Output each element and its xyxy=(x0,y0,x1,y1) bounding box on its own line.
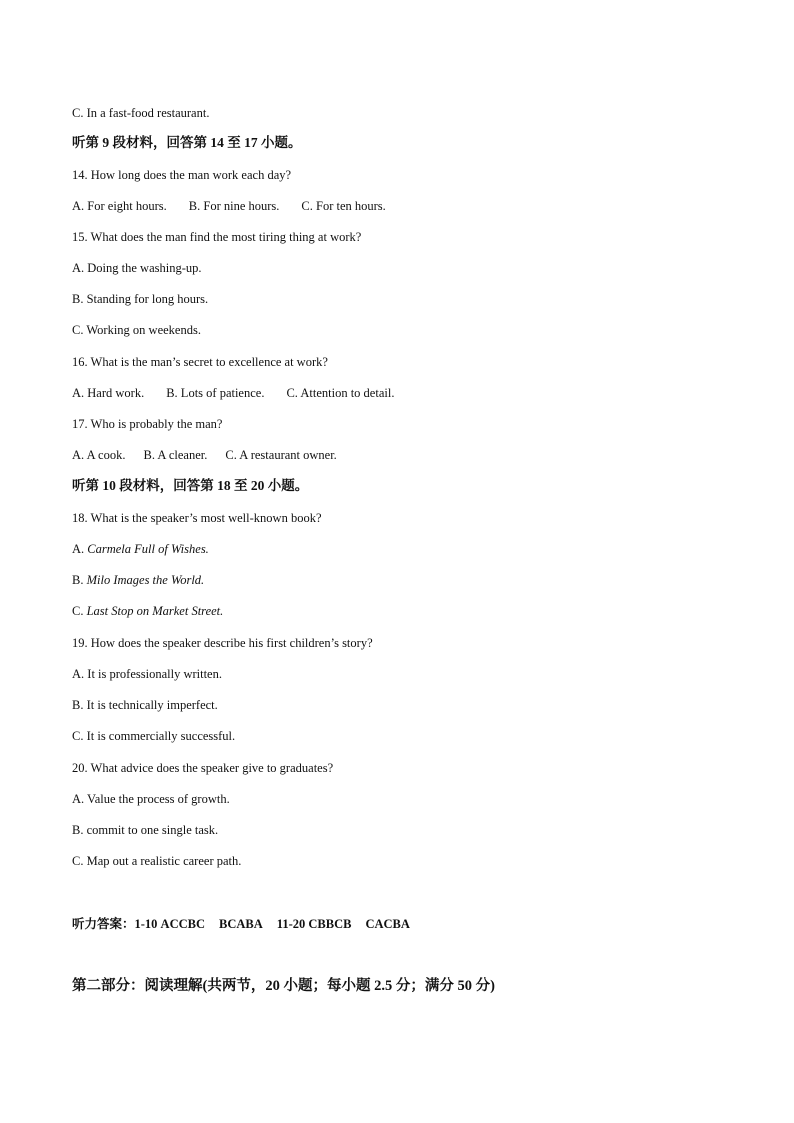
q18-option-c xyxy=(72,603,223,619)
q18-option-c-title: Last Stop on Market Street. xyxy=(86,604,224,618)
q16-option-b: B. Lots of patience. xyxy=(166,386,265,400)
section-9-heading: 听第 9 段材料，回答第 14 至 17 小题。 xyxy=(72,135,302,150)
question-14: 14. How long does the man work each day? xyxy=(72,168,292,182)
q18-option-a xyxy=(72,541,209,557)
q17-option-c: C. A restaurant owner. xyxy=(225,448,337,462)
question-18: 18. What is the speaker’s most well-known book? xyxy=(72,511,322,525)
q18-option-a-letter: A. xyxy=(72,542,88,556)
q19-option-c: C. It is commercially successful. xyxy=(72,729,236,743)
part-2-heading: 第二部分：阅读理解(共两节，20 小题；每小题 2.5 分；满分 50 分) xyxy=(72,978,495,994)
q17-option-b: B. A cleaner. xyxy=(143,448,208,462)
q14-option-b: B. For nine hours. xyxy=(188,199,280,213)
q20-option-c: C. Map out a realistic career path. xyxy=(72,854,242,868)
question-20: 20. What advice does the speaker give to graduates? xyxy=(72,761,334,775)
q14-option-a: A. For eight hours. xyxy=(72,199,167,213)
question-17: 17. Who is probably the man? xyxy=(72,417,223,431)
q18-option-b-letter: B. xyxy=(72,573,87,587)
q15-option-b: B. Standing for long hours. xyxy=(72,292,209,306)
question-16: 16. What is the man’s secret to excellence at work? xyxy=(72,355,328,369)
q19-option-b: B. It is technically imperfect. xyxy=(72,698,218,712)
q18-option-b-title: Milo Images the World. xyxy=(86,573,205,587)
q17-option-a: A. A cook. xyxy=(72,448,126,462)
q18-option-a-title: Carmela Full of Wishes. xyxy=(87,542,209,556)
answer-range-4: CACBA xyxy=(365,917,410,931)
listening-answer-key xyxy=(72,916,424,932)
question-19: 19. How does the speaker describe his first children’s story? xyxy=(72,636,373,650)
section-10-heading: 听第 10 段材料，回答第 18 至 20 小题。 xyxy=(72,478,309,493)
question-17-options xyxy=(72,447,359,463)
question-14-options xyxy=(72,198,408,214)
q19-option-a: A. It is professionally written. xyxy=(72,667,222,681)
q16-option-c: C. Attention to detail. xyxy=(286,386,395,400)
q15-option-a: A. Doing the washing-up. xyxy=(72,261,202,275)
q20-option-a: A. Value the process of growth. xyxy=(72,792,230,806)
answer-range-1: 1-10 ACCBC xyxy=(134,917,205,931)
q20-option-b: B. commit to one single task. xyxy=(72,823,219,837)
answer-key-label: 听力答案： xyxy=(72,917,135,931)
q18-option-c-letter: C. xyxy=(72,604,87,618)
q18-option-b xyxy=(72,572,204,588)
q14-option-c: C. For ten hours. xyxy=(301,199,386,213)
question-16-options xyxy=(72,385,416,401)
question-15: 15. What does the man find the most tiring thing at work? xyxy=(72,230,362,244)
answer-range-3: 11-20 CBBCB xyxy=(276,917,352,931)
answer-range-2: BCABA xyxy=(219,917,263,931)
q15-option-c: C. Working on weekends. xyxy=(72,323,201,337)
q16-option-a: A. Hard work. xyxy=(72,386,145,400)
q13-option-c: C. In a fast-food restaurant. xyxy=(72,106,210,120)
